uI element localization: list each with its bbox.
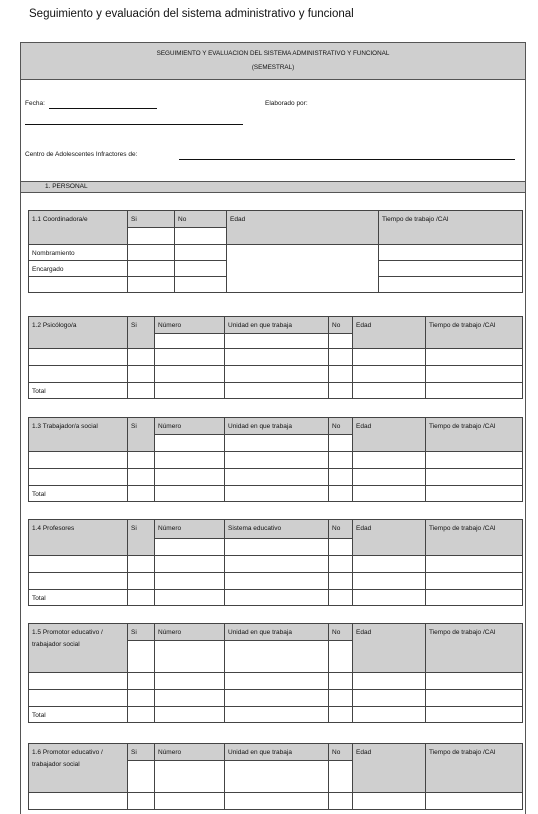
elaborado-label: Elaborado por:	[265, 100, 308, 107]
cell[interactable]	[155, 573, 225, 590]
cell[interactable]	[155, 590, 225, 606]
cell[interactable]	[128, 590, 155, 606]
cell[interactable]	[225, 573, 329, 590]
cell[interactable]	[128, 673, 155, 690]
cell[interactable]	[225, 793, 329, 810]
section-label: 1. PERSONAL	[45, 183, 88, 190]
cell[interactable]	[29, 556, 128, 573]
cell[interactable]	[329, 469, 353, 486]
banner-title: SEGUIMIENTO Y EVALUACION DEL SISTEMA ADMINISTRATIVO Y FUNCIONAL	[156, 50, 390, 57]
cell[interactable]	[426, 573, 523, 590]
promotor2-col-no: No	[329, 744, 353, 761]
cell[interactable]	[329, 707, 353, 723]
form-frame	[20, 42, 526, 814]
centro-label: Centro de Adolescentes Infractores de:	[25, 151, 138, 158]
cell[interactable]	[29, 366, 128, 383]
cell[interactable]	[329, 793, 353, 810]
cell[interactable]	[329, 590, 353, 606]
cell[interactable]	[225, 383, 329, 399]
promotor2-col-tiempo: Tiempo de trabajo /CAI	[426, 744, 523, 793]
cell[interactable]	[426, 349, 523, 366]
cell[interactable]	[353, 469, 426, 486]
cell[interactable]	[353, 673, 426, 690]
table-promotor-1	[28, 623, 523, 723]
cell[interactable]	[353, 366, 426, 383]
cell[interactable]	[225, 707, 329, 723]
cell[interactable]	[329, 556, 353, 573]
cell[interactable]	[353, 486, 426, 502]
cell[interactable]	[426, 452, 523, 469]
trabajadora-col-numero: Número	[155, 418, 225, 435]
psicologia-col-unidad: Unidad en que trabaja	[225, 317, 329, 334]
cell[interactable]	[155, 452, 225, 469]
table-trabajadora	[28, 417, 523, 502]
cell[interactable]	[128, 469, 155, 486]
cell[interactable]	[155, 793, 225, 810]
cell[interactable]	[29, 277, 128, 293]
coordinadora-row-nombramiento: Nombramiento	[29, 245, 128, 261]
cell[interactable]	[225, 349, 329, 366]
cell[interactable]	[426, 469, 523, 486]
cell[interactable]	[225, 435, 329, 452]
trabajadora-total: Total	[29, 486, 128, 502]
cell[interactable]	[128, 761, 155, 793]
cell[interactable]	[329, 539, 353, 556]
profesores-col-tiempo: Tiempo de trabajo /CAI	[426, 520, 523, 556]
profesores-title: 1.4 Profesores	[29, 520, 128, 556]
coordinadora-row-encargado: Encargado	[29, 261, 128, 277]
cell[interactable]	[225, 469, 329, 486]
profesores-col-unidad: Sistema educativo	[225, 520, 329, 539]
psicologia-col-numero: Número	[155, 317, 225, 334]
cell[interactable]	[155, 690, 225, 707]
promotor1-total: Total	[29, 707, 128, 723]
cell[interactable]	[29, 793, 128, 810]
promotor2-col-si: Si	[128, 744, 155, 761]
cell[interactable]	[426, 793, 523, 810]
cell[interactable]	[329, 349, 353, 366]
cell[interactable]	[128, 573, 155, 590]
coordinadora-col-si: Si	[128, 211, 175, 228]
cell[interactable]	[128, 349, 155, 366]
cell[interactable]	[426, 673, 523, 690]
cell[interactable]	[227, 245, 379, 293]
coordinadora-col-no: No	[175, 211, 227, 228]
cell[interactable]	[29, 690, 128, 707]
cell[interactable]	[426, 556, 523, 573]
cell[interactable]	[329, 486, 353, 502]
cell[interactable]	[155, 469, 225, 486]
cell[interactable]	[426, 366, 523, 383]
promotor1-title: 1.5 Promotor educativo / trabajador social	[29, 624, 128, 673]
promotor2-col-numero: Número	[155, 744, 225, 761]
cell[interactable]	[29, 469, 128, 486]
cell[interactable]	[225, 486, 329, 502]
cell[interactable]	[155, 334, 225, 349]
psicologia-title: 1.2 Psicólogo/a	[29, 317, 128, 349]
profesores-total: Total	[29, 590, 128, 606]
cell[interactable]	[155, 486, 225, 502]
cell[interactable]	[155, 707, 225, 723]
cell[interactable]	[128, 641, 155, 673]
trabajadora-col-no: No	[329, 418, 353, 435]
cell[interactable]	[426, 707, 523, 723]
profesores-col-edad: Edad	[353, 520, 426, 556]
cell[interactable]	[426, 690, 523, 707]
trabajadora-title: 1.3 Trabajador/a social	[29, 418, 128, 452]
cell[interactable]	[29, 349, 128, 366]
fecha-label: Fecha:	[25, 100, 45, 107]
cell[interactable]	[155, 761, 225, 793]
cell[interactable]	[155, 349, 225, 366]
trabajadora-col-edad: Edad	[353, 418, 426, 452]
cell[interactable]	[128, 556, 155, 573]
cell[interactable]	[353, 452, 426, 469]
cell[interactable]	[128, 452, 155, 469]
cell[interactable]	[353, 573, 426, 590]
cell[interactable]	[155, 641, 225, 673]
cell[interactable]	[329, 366, 353, 383]
promotor1-col-unidad: Unidad en que trabaja	[225, 624, 329, 641]
cell[interactable]	[426, 590, 523, 606]
cell[interactable]	[225, 539, 329, 556]
cell[interactable]	[175, 261, 227, 277]
cell[interactable]	[329, 334, 353, 349]
cell[interactable]	[155, 556, 225, 573]
cell[interactable]	[329, 573, 353, 590]
profesores-col-si: Si	[128, 520, 155, 556]
cell[interactable]	[426, 383, 523, 399]
cell[interactable]	[426, 486, 523, 502]
cell[interactable]	[128, 486, 155, 502]
trabajadora-col-si: Si	[128, 418, 155, 452]
cell[interactable]	[329, 641, 353, 673]
form-banner	[21, 43, 525, 80]
cell[interactable]	[353, 793, 426, 810]
cell[interactable]	[225, 673, 329, 690]
cell[interactable]	[155, 383, 225, 399]
cell[interactable]	[329, 690, 353, 707]
cell[interactable]	[128, 690, 155, 707]
cell[interactable]	[379, 245, 523, 261]
cell[interactable]	[225, 590, 329, 606]
cell[interactable]	[128, 366, 155, 383]
trabajadora-col-tiempo: Tiempo de trabajo /CAI	[426, 418, 523, 452]
cell[interactable]	[225, 641, 329, 673]
cell[interactable]	[29, 452, 128, 469]
promotor2-col-unidad: Unidad en que trabaja	[225, 744, 329, 761]
elaborado-field-line[interactable]	[25, 124, 243, 125]
table-coordinadora	[28, 210, 523, 293]
profesores-col-numero: Número	[155, 520, 225, 539]
cell[interactable]	[225, 366, 329, 383]
coordinadora-col-tiempo: Tiempo de trabajo /CAI	[379, 211, 523, 245]
coordinadora-title: 1.1 Coordinadora/e	[29, 211, 128, 245]
trabajadora-col-unidad: Unidad en que trabaja	[225, 418, 329, 435]
cell[interactable]	[128, 261, 175, 277]
cell[interactable]	[155, 366, 225, 383]
cell[interactable]	[225, 690, 329, 707]
cell[interactable]	[379, 261, 523, 277]
section-personal	[21, 181, 525, 193]
promotor1-col-no: No	[329, 624, 353, 641]
promotor1-col-numero: Número	[155, 624, 225, 641]
cell[interactable]	[329, 673, 353, 690]
psicologia-col-si: Si	[128, 317, 155, 349]
promotor1-col-tiempo: Tiempo de trabajo /CAI	[426, 624, 523, 673]
cell[interactable]	[29, 673, 128, 690]
cell[interactable]	[128, 245, 175, 261]
cell[interactable]	[353, 590, 426, 606]
cell[interactable]	[128, 383, 155, 399]
cell[interactable]	[128, 277, 175, 293]
cell[interactable]	[225, 761, 329, 793]
promotor1-col-si: Si	[128, 624, 155, 641]
cell[interactable]	[175, 277, 227, 293]
cell[interactable]	[329, 761, 353, 793]
profesores-col-no: No	[329, 520, 353, 539]
cell[interactable]	[29, 573, 128, 590]
cell[interactable]	[155, 539, 225, 556]
document-title: Seguimiento y evaluación del sistema administrativo y funcional	[29, 8, 354, 20]
cell[interactable]	[225, 334, 329, 349]
coordinadora-col-edad: Edad	[227, 211, 379, 245]
cell[interactable]	[379, 277, 523, 293]
promotor2-col-edad: Edad	[353, 744, 426, 793]
cell[interactable]	[353, 556, 426, 573]
cell[interactable]	[175, 228, 227, 245]
cell[interactable]	[128, 793, 155, 810]
psicologia-col-edad: Edad	[353, 317, 426, 349]
psicologia-col-no: No	[329, 317, 353, 334]
cell[interactable]	[128, 707, 155, 723]
fecha-field-line[interactable]	[49, 108, 157, 109]
cell[interactable]	[128, 228, 175, 245]
table-profesores	[28, 519, 523, 606]
cell[interactable]	[329, 435, 353, 452]
cell[interactable]	[329, 452, 353, 469]
table-promotor-2	[28, 743, 523, 810]
psicologia-total: Total	[29, 383, 128, 399]
cell[interactable]	[353, 707, 426, 723]
psicologia-col-tiempo: Tiempo de trabajo /CAI	[426, 317, 523, 349]
promotor1-col-edad: Edad	[353, 624, 426, 673]
cell[interactable]	[175, 245, 227, 261]
cell[interactable]	[353, 383, 426, 399]
cell[interactable]	[155, 435, 225, 452]
cell[interactable]	[353, 690, 426, 707]
cell[interactable]	[353, 349, 426, 366]
cell[interactable]	[225, 452, 329, 469]
cell[interactable]	[225, 556, 329, 573]
table-psicologia	[28, 316, 523, 399]
centro-field-line[interactable]	[179, 159, 515, 160]
promotor2-title: 1.6 Promotor educativo / trabajador social	[29, 744, 128, 793]
banner-subtitle: (SEMESTRAL)	[251, 64, 295, 71]
cell[interactable]	[155, 673, 225, 690]
cell[interactable]	[329, 383, 353, 399]
